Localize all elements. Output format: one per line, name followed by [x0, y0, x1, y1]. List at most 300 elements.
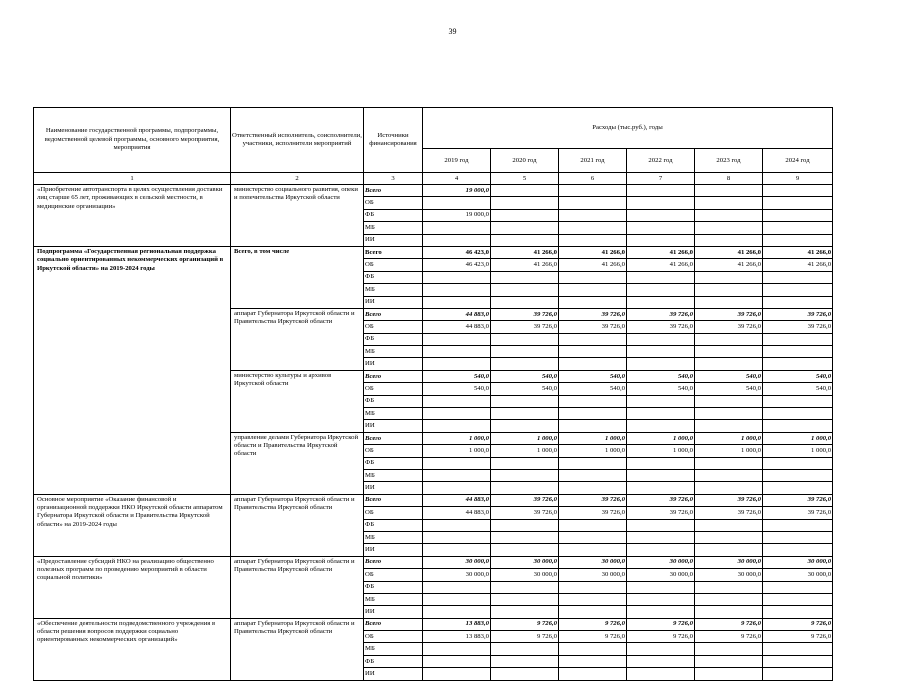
amount-cell: 39 726,0 — [695, 308, 763, 320]
amount-cell — [695, 581, 763, 593]
amount-cell — [559, 333, 627, 345]
amount-cell — [491, 395, 559, 407]
amount-cell: 19 000,0 — [423, 209, 491, 221]
amount-cell — [423, 519, 491, 531]
amount-cell — [491, 482, 559, 494]
amount-cell — [695, 643, 763, 655]
page-number: 39 — [448, 27, 457, 36]
amount-cell — [763, 346, 833, 358]
amount-cell — [491, 469, 559, 481]
funding-source: ФБ — [364, 333, 423, 345]
amount-cell — [559, 668, 627, 680]
amount-cell — [763, 531, 833, 543]
funding-source: Всего — [364, 618, 423, 630]
amount-cell — [763, 408, 833, 420]
amount-cell: 1 000,0 — [695, 432, 763, 444]
amount-cell — [763, 519, 833, 531]
amount-cell — [763, 333, 833, 345]
funding-source: МБ — [364, 531, 423, 543]
amount-cell: 540,0 — [627, 383, 695, 395]
amount-cell — [695, 395, 763, 407]
funding-source: ИИ — [364, 234, 423, 246]
amount-cell — [695, 333, 763, 345]
table-body — [34, 185, 833, 681]
amount-cell — [763, 284, 833, 296]
executor-name: аппарат Губернатора Иркутской области и Правительства Иркутской области — [231, 494, 364, 556]
amount-cell — [695, 482, 763, 494]
amount-cell — [423, 395, 491, 407]
amount-cell: 39 726,0 — [491, 321, 559, 333]
amount-cell — [423, 643, 491, 655]
amount-cell — [423, 346, 491, 358]
amount-cell: 41 266,0 — [559, 246, 627, 258]
executor-name: управление делами Губернатора Иркутской области и Правительства Иркутской области — [231, 432, 364, 494]
amount-cell — [491, 284, 559, 296]
amount-cell — [627, 358, 695, 370]
amount-cell: 9 726,0 — [491, 631, 559, 643]
amount-cell — [627, 209, 695, 221]
amount-cell: 44 883,0 — [423, 507, 491, 519]
amount-cell — [627, 519, 695, 531]
amount-cell: 30 000,0 — [763, 569, 833, 581]
amount-cell: 9 726,0 — [695, 618, 763, 630]
amount-cell: 9 726,0 — [695, 631, 763, 643]
amount-cell — [423, 668, 491, 680]
funding-source: МБ — [364, 346, 423, 358]
amount-cell: 41 266,0 — [763, 246, 833, 258]
amount-cell — [763, 457, 833, 469]
amount-cell: 41 266,0 — [627, 246, 695, 258]
financing-table — [33, 107, 833, 681]
amount-cell — [559, 395, 627, 407]
amount-cell: 39 726,0 — [559, 308, 627, 320]
amount-cell — [763, 606, 833, 618]
amount-cell: 540,0 — [695, 370, 763, 382]
amount-cell — [559, 482, 627, 494]
header-source: Источники финансирования — [364, 108, 423, 173]
amount-cell — [559, 544, 627, 556]
amount-cell — [627, 408, 695, 420]
amount-cell — [627, 284, 695, 296]
amount-cell: 39 726,0 — [763, 494, 833, 506]
amount-cell: 41 266,0 — [695, 259, 763, 271]
amount-cell: 9 726,0 — [763, 618, 833, 630]
amount-cell: 9 726,0 — [627, 618, 695, 630]
amount-cell: 540,0 — [491, 383, 559, 395]
amount-cell — [763, 197, 833, 209]
amount-cell — [763, 296, 833, 308]
funding-source: ОБ — [364, 197, 423, 209]
amount-cell — [491, 643, 559, 655]
funding-source: ИИ — [364, 544, 423, 556]
amount-cell: 1 000,0 — [627, 432, 695, 444]
amount-cell: 39 726,0 — [695, 507, 763, 519]
column-number-row — [34, 173, 833, 185]
header-expenses: Расходы (тыс.руб.), годы — [423, 108, 833, 149]
amount-cell — [559, 531, 627, 543]
amount-cell — [695, 544, 763, 556]
amount-cell — [627, 668, 695, 680]
measure-name: «Приобретение автотранспорта в целях осуществления доставки лиц старше 65 лет, проживающих в сельской местности, в медицинские организации» — [34, 185, 231, 247]
table-row — [34, 556, 833, 568]
amount-cell — [627, 185, 695, 197]
amount-cell — [695, 358, 763, 370]
table-row — [34, 185, 833, 197]
header-executor: Ответственный исполнитель, соисполнители, участники, исполнители мероприятий — [231, 108, 364, 173]
amount-cell — [559, 234, 627, 246]
amount-cell — [627, 593, 695, 605]
header-name: Наименование государственной программы, подпрограммы, ведомственной целевой программы, основного мероприятия, мероприятия — [34, 108, 231, 173]
amount-cell: 39 726,0 — [627, 507, 695, 519]
amount-cell: 30 000,0 — [627, 556, 695, 568]
amount-cell: 39 726,0 — [559, 494, 627, 506]
amount-cell — [423, 593, 491, 605]
amount-cell: 1 000,0 — [491, 432, 559, 444]
amount-cell: 44 883,0 — [423, 321, 491, 333]
funding-source: ИИ — [364, 358, 423, 370]
amount-cell — [491, 333, 559, 345]
amount-cell — [559, 581, 627, 593]
amount-cell — [627, 544, 695, 556]
column-number: 5 — [491, 173, 559, 185]
amount-cell: 540,0 — [627, 370, 695, 382]
funding-source: МБ — [364, 643, 423, 655]
funding-source: ОБ — [364, 383, 423, 395]
funding-source: ИИ — [364, 668, 423, 680]
amount-cell: 39 726,0 — [491, 494, 559, 506]
amount-cell — [491, 668, 559, 680]
amount-cell — [491, 544, 559, 556]
table-row — [34, 494, 833, 506]
amount-cell — [491, 209, 559, 221]
amount-cell: 39 726,0 — [763, 308, 833, 320]
funding-source: ОБ — [364, 445, 423, 457]
amount-cell — [695, 457, 763, 469]
amount-cell — [695, 531, 763, 543]
amount-cell: 41 266,0 — [627, 259, 695, 271]
column-number: 1 — [34, 173, 231, 185]
amount-cell — [559, 209, 627, 221]
amount-cell — [627, 606, 695, 618]
funding-source: Всего — [364, 494, 423, 506]
amount-cell — [423, 358, 491, 370]
amount-cell: 30 000,0 — [423, 569, 491, 581]
amount-cell — [491, 271, 559, 283]
amount-cell — [491, 408, 559, 420]
amount-cell: 13 883,0 — [423, 618, 491, 630]
amount-cell — [423, 606, 491, 618]
amount-cell — [559, 222, 627, 234]
amount-cell — [423, 544, 491, 556]
amount-cell: 1 000,0 — [763, 432, 833, 444]
amount-cell: 1 000,0 — [491, 445, 559, 457]
amount-cell — [559, 655, 627, 667]
amount-cell: 30 000,0 — [695, 569, 763, 581]
amount-cell: 540,0 — [423, 370, 491, 382]
amount-cell — [559, 457, 627, 469]
amount-cell: 30 000,0 — [423, 556, 491, 568]
column-number: 3 — [364, 173, 423, 185]
funding-source: ФБ — [364, 655, 423, 667]
amount-cell: 540,0 — [763, 370, 833, 382]
measure-name: «Обеспечение деятельности подведомственного учреждения в области решения вопросов поддержки социально ориентированных некоммерческих организаций» — [34, 618, 231, 680]
funding-source: ИИ — [364, 482, 423, 494]
amount-cell: 1 000,0 — [423, 432, 491, 444]
amount-cell — [627, 457, 695, 469]
amount-cell — [627, 531, 695, 543]
amount-cell — [559, 606, 627, 618]
executor-name: аппарат Губернатора Иркутской области и Правительства Иркутской области — [231, 556, 364, 618]
amount-cell: 39 726,0 — [763, 321, 833, 333]
column-number: 4 — [423, 173, 491, 185]
year-header: 2024 год — [763, 149, 833, 173]
header-row — [34, 108, 833, 149]
amount-cell: 41 266,0 — [491, 259, 559, 271]
amount-cell — [491, 197, 559, 209]
amount-cell — [559, 519, 627, 531]
amount-cell: 30 000,0 — [491, 569, 559, 581]
amount-cell: 41 266,0 — [763, 259, 833, 271]
amount-cell — [627, 482, 695, 494]
amount-cell: 30 000,0 — [559, 569, 627, 581]
amount-cell: 39 726,0 — [491, 507, 559, 519]
amount-cell — [695, 234, 763, 246]
amount-cell — [627, 222, 695, 234]
column-number: 9 — [763, 173, 833, 185]
amount-cell: 1 000,0 — [627, 445, 695, 457]
amount-cell — [695, 420, 763, 432]
column-number: 7 — [627, 173, 695, 185]
amount-cell — [627, 643, 695, 655]
amount-cell: 39 726,0 — [695, 321, 763, 333]
funding-source: МБ — [364, 222, 423, 234]
funding-source: Всего — [364, 370, 423, 382]
amount-cell — [423, 222, 491, 234]
amount-cell — [627, 271, 695, 283]
funding-source: Всего — [364, 185, 423, 197]
amount-cell — [559, 197, 627, 209]
amount-cell: 39 726,0 — [559, 321, 627, 333]
amount-cell — [763, 222, 833, 234]
amount-cell — [627, 655, 695, 667]
amount-cell — [491, 234, 559, 246]
amount-cell — [763, 581, 833, 593]
amount-cell — [695, 222, 763, 234]
amount-cell — [491, 420, 559, 432]
amount-cell — [763, 655, 833, 667]
amount-cell: 9 726,0 — [763, 631, 833, 643]
amount-cell — [491, 606, 559, 618]
measure-name: Основное мероприятие «Оказание финансовой и организационной поддержки НКО Иркутской области аппаратом Губернатора Иркутской области и Правительства Иркутской области» на 2019-2024 годы — [34, 494, 231, 556]
funding-source: ФБ — [364, 519, 423, 531]
amount-cell: 19 000,0 — [423, 185, 491, 197]
amount-cell — [559, 185, 627, 197]
amount-cell: 9 726,0 — [491, 618, 559, 630]
funding-source: ФБ — [364, 271, 423, 283]
amount-cell: 1 000,0 — [559, 432, 627, 444]
funding-source: ИИ — [364, 296, 423, 308]
amount-cell: 41 266,0 — [695, 246, 763, 258]
amount-cell: 540,0 — [559, 370, 627, 382]
funding-source: Всего — [364, 432, 423, 444]
amount-cell — [423, 296, 491, 308]
amount-cell: 30 000,0 — [763, 556, 833, 568]
funding-source: ИИ — [364, 606, 423, 618]
amount-cell — [491, 531, 559, 543]
measure-name: «Предоставление субсидий НКО на реализацию общественно полезных программ по проведению мероприятий в области социальной политики» — [34, 556, 231, 618]
column-number: 8 — [695, 173, 763, 185]
column-number: 6 — [559, 173, 627, 185]
amount-cell — [695, 606, 763, 618]
amount-cell: 540,0 — [491, 370, 559, 382]
year-header: 2020 год — [491, 149, 559, 173]
amount-cell — [491, 222, 559, 234]
amount-cell: 41 266,0 — [559, 259, 627, 271]
amount-cell — [627, 420, 695, 432]
amount-cell: 39 726,0 — [627, 494, 695, 506]
amount-cell — [695, 593, 763, 605]
amount-cell — [763, 234, 833, 246]
amount-cell: 39 726,0 — [491, 308, 559, 320]
funding-source: МБ — [364, 284, 423, 296]
amount-cell: 1 000,0 — [423, 445, 491, 457]
amount-cell: 46 423,0 — [423, 259, 491, 271]
amount-cell — [763, 469, 833, 481]
funding-source: МБ — [364, 469, 423, 481]
amount-cell — [763, 358, 833, 370]
amount-cell — [627, 234, 695, 246]
amount-cell: 39 726,0 — [695, 494, 763, 506]
amount-cell — [423, 271, 491, 283]
amount-cell — [763, 482, 833, 494]
amount-cell: 9 726,0 — [559, 618, 627, 630]
amount-cell — [491, 593, 559, 605]
amount-cell — [491, 358, 559, 370]
amount-cell: 44 883,0 — [423, 308, 491, 320]
amount-cell: 1 000,0 — [763, 445, 833, 457]
amount-cell — [559, 296, 627, 308]
amount-cell — [695, 655, 763, 667]
amount-cell — [423, 469, 491, 481]
amount-cell: 9 726,0 — [559, 631, 627, 643]
executor-name: министерство социального развития, опеки и попечительства Иркутской области — [231, 185, 364, 247]
amount-cell — [423, 655, 491, 667]
funding-source: ФБ — [364, 581, 423, 593]
year-header: 2022 год — [627, 149, 695, 173]
amount-cell: 39 726,0 — [559, 507, 627, 519]
executor-name: аппарат Губернатора Иркутской области и Правительства Иркутской области — [231, 618, 364, 680]
amount-cell: 540,0 — [559, 383, 627, 395]
amount-cell — [491, 519, 559, 531]
amount-cell: 30 000,0 — [559, 556, 627, 568]
funding-source: ОБ — [364, 321, 423, 333]
amount-cell — [491, 296, 559, 308]
amount-cell — [695, 271, 763, 283]
amount-cell: 46 423,0 — [423, 246, 491, 258]
amount-cell — [695, 296, 763, 308]
amount-cell — [559, 469, 627, 481]
amount-cell — [627, 346, 695, 358]
amount-cell: 30 000,0 — [627, 569, 695, 581]
amount-cell — [695, 519, 763, 531]
amount-cell — [627, 197, 695, 209]
funding-source: ФБ — [364, 457, 423, 469]
measure-name: Подпрограмма «Государственная региональная поддержка социально ориентированных некоммерческих организаций в Иркутской области» на 2019-2024 годы — [34, 246, 231, 494]
amount-cell — [491, 655, 559, 667]
column-number: 2 — [231, 173, 364, 185]
table-row — [34, 246, 833, 258]
amount-cell — [559, 593, 627, 605]
amount-cell: 44 883,0 — [423, 494, 491, 506]
amount-cell: 540,0 — [695, 383, 763, 395]
amount-cell — [423, 420, 491, 432]
year-header: 2021 год — [559, 149, 627, 173]
amount-cell — [763, 544, 833, 556]
amount-cell — [423, 457, 491, 469]
amount-cell — [695, 185, 763, 197]
funding-source: Всего — [364, 308, 423, 320]
amount-cell — [559, 284, 627, 296]
amount-cell: 13 883,0 — [423, 631, 491, 643]
amount-cell: 1 000,0 — [559, 445, 627, 457]
funding-source: МБ — [364, 408, 423, 420]
amount-cell — [695, 284, 763, 296]
year-header: 2023 год — [695, 149, 763, 173]
amount-cell — [491, 185, 559, 197]
amount-cell — [763, 420, 833, 432]
funding-source: МБ — [364, 593, 423, 605]
amount-cell — [763, 643, 833, 655]
amount-cell — [763, 185, 833, 197]
amount-cell — [695, 408, 763, 420]
funding-source: ОБ — [364, 569, 423, 581]
amount-cell — [559, 408, 627, 420]
amount-cell — [491, 346, 559, 358]
amount-cell — [559, 271, 627, 283]
amount-cell — [695, 469, 763, 481]
funding-source: ОБ — [364, 631, 423, 643]
amount-cell — [423, 482, 491, 494]
amount-cell — [423, 284, 491, 296]
amount-cell — [423, 408, 491, 420]
amount-cell — [695, 197, 763, 209]
amount-cell — [559, 358, 627, 370]
amount-cell — [695, 209, 763, 221]
funding-source: ФБ — [364, 209, 423, 221]
funding-source: ФБ — [364, 395, 423, 407]
amount-cell — [627, 395, 695, 407]
amount-cell — [763, 668, 833, 680]
amount-cell — [695, 668, 763, 680]
amount-cell — [627, 333, 695, 345]
amount-cell: 41 266,0 — [491, 246, 559, 258]
amount-cell — [423, 531, 491, 543]
table-row — [34, 618, 833, 630]
amount-cell — [423, 197, 491, 209]
amount-cell — [627, 581, 695, 593]
amount-cell — [627, 296, 695, 308]
amount-cell: 39 726,0 — [627, 308, 695, 320]
amount-cell: 1 000,0 — [695, 445, 763, 457]
amount-cell — [491, 457, 559, 469]
amount-cell — [423, 581, 491, 593]
amount-cell — [423, 333, 491, 345]
amount-cell — [491, 581, 559, 593]
amount-cell: 39 726,0 — [763, 507, 833, 519]
executor-name: Всего, в том числе — [231, 246, 364, 308]
amount-cell — [763, 209, 833, 221]
funding-source: ИИ — [364, 420, 423, 432]
